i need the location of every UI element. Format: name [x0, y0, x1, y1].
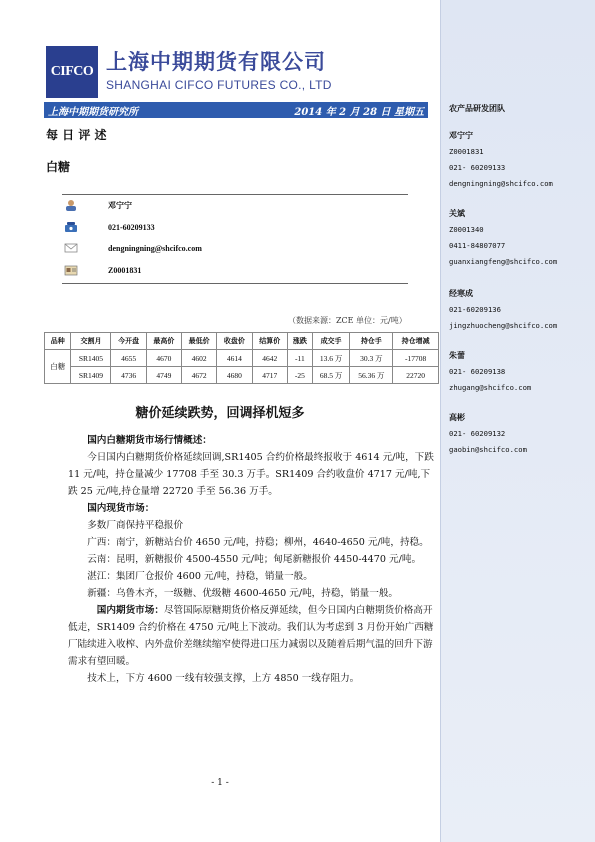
contact-name-row	[62, 198, 132, 212]
section-title: 国内现货市场：	[87, 503, 155, 514]
col-header: 品种	[45, 333, 71, 350]
analyst-email[interactable]: dengningning@shcifco.com	[108, 243, 202, 253]
quote-table	[44, 332, 439, 384]
table-row	[45, 367, 439, 384]
paragraph: 广西：南宁，新糖站台价 4650 元/吨，持稳；柳州，4640-4650 元/吨，持稳。	[87, 537, 429, 548]
paragraph: 今日国内白糖期货价格延续回调,SR1405 合约价格最终报收于 4614 元/吨，下跌 11 元/吨，持仓量减少 17708 手至 30.3 万手。SR1409 合约收盘价 4717 元/吨,下跌 25 元/吨,持仓量增 22720 手至 56.36 万手。	[68, 452, 434, 497]
article-headline: 糖价延续跌势，回调择机短多	[135, 406, 305, 421]
member-name: 朱蕾	[449, 351, 465, 360]
member-line: 021-60209136	[449, 305, 501, 314]
col-header: 收盘价	[217, 333, 252, 350]
table-cell: 4672	[182, 367, 217, 384]
analyst-contact	[62, 194, 408, 284]
team-member	[449, 348, 531, 396]
table-cell: SR1409	[71, 367, 111, 384]
member-line: Z0001340	[449, 225, 484, 234]
contact-cert-row	[62, 263, 141, 277]
data-source-note: （数据来源：ZCE 单位：元/吨）	[288, 316, 407, 325]
table-header-row	[45, 333, 439, 350]
table-cell: 4602	[182, 350, 217, 367]
analyst-phone[interactable]: 021-60209133	[108, 222, 155, 232]
paragraph: 湛江：集团厂仓报价 4600 元/吨，持稳，销量一般。	[87, 571, 313, 582]
member-line[interactable]: guanxiangfeng@shcifco.com	[449, 257, 558, 266]
member-name: 邓宁宁	[449, 131, 473, 140]
paragraph: 技术上，下方 4600 一线有较强支撑，上方 4850 一线存阻力。	[87, 673, 360, 684]
team-member	[449, 206, 557, 270]
col-header: 成交手	[312, 333, 349, 350]
analyst-cert: Z0001831	[108, 265, 142, 275]
table-cell: SR1405	[71, 350, 111, 367]
table-cell: -11	[287, 350, 312, 367]
table-cell: -17708	[393, 350, 439, 367]
page-number: - 1 -	[211, 778, 229, 788]
company-logo: CIFCO	[46, 46, 98, 98]
table-cell: 68.5 万	[312, 367, 349, 384]
member-line[interactable]: gaobin@shcifco.com	[449, 445, 527, 454]
team-member	[449, 286, 557, 334]
header-band	[44, 102, 428, 118]
member-line: 0411-84807077	[449, 241, 506, 250]
table-cell: 4614	[217, 350, 252, 367]
member-name: 关斌	[449, 209, 465, 218]
table-cell: 4670	[146, 350, 181, 367]
paragraph: 云南：昆明，新糖报价 4500-4550 元/吨；甸尾新糖报价 4450-4470 元/吨。	[87, 554, 422, 565]
col-header: 今开盘	[111, 333, 146, 350]
table-cell: 56.36 万	[350, 367, 393, 384]
member-line: 021- 60209138	[449, 367, 506, 376]
section-title: 国内期货市场：	[96, 605, 164, 616]
section-title: 国内白糖期货市场行情概述：	[87, 435, 212, 446]
person-icon	[64, 199, 78, 211]
col-header: 涨跌	[287, 333, 312, 350]
table-cell: 4717	[252, 367, 287, 384]
member-line: 021- 60209133	[449, 163, 506, 172]
member-name: 高彬	[449, 413, 465, 422]
article-body	[68, 432, 434, 687]
company-name-cn: 上海中期期货有限公司	[106, 50, 326, 74]
col-header: 最高价	[146, 333, 181, 350]
paragraph-text: 尽管国际原糖期货价格反弹延续，但今日国内白糖期货价格高开低走，SR1409 合约价格在 4750 元/吨上下波动。我们认为考虑到 3 月份开始广西糖厂陆续进入收榨、内外盘价差继续缩窄使得进口压力减弱以及随着后期气温的回升下游需求有望回暖。	[68, 605, 434, 667]
table-cell: 4749	[146, 367, 181, 384]
col-header: 持仓手	[350, 333, 393, 350]
contact-phone-row	[62, 220, 155, 234]
table-cell: 4642	[252, 350, 287, 367]
col-header: 结算价	[252, 333, 287, 350]
table-cell: 30.3 万	[350, 350, 393, 367]
table-cell: 4736	[111, 367, 146, 384]
member-line: Z0001831	[449, 147, 484, 156]
paragraph	[68, 602, 434, 670]
contact-email-row	[62, 241, 202, 255]
paragraph: 新疆：乌鲁木齐，一级糖、优级糖 4600-4650 元/吨，持稳，销量一般。	[87, 588, 399, 599]
table-cell: 4680	[217, 367, 252, 384]
report-subject: 白糖	[46, 160, 71, 174]
member-line[interactable]: dengningning@shcifco.com	[449, 179, 553, 188]
member-name: 经寒成	[449, 289, 473, 298]
analyst-name: 邓宁宁	[108, 200, 132, 210]
member-line[interactable]: jingzhuocheng@shcifco.com	[449, 321, 558, 330]
col-header: 最低价	[182, 333, 217, 350]
team-member	[449, 128, 553, 192]
table-cell: 4655	[111, 350, 146, 367]
table-cell: -25	[287, 367, 312, 384]
id-card-icon	[64, 264, 78, 276]
report-title: 每 日 评 述	[46, 128, 107, 142]
team-name: 农产品研发团队	[449, 104, 505, 113]
paragraph: 多数厂商保持平稳报价	[87, 520, 184, 531]
col-header: 持仓增减	[393, 333, 439, 350]
company-name-en: SHANGHAI CIFCO FUTURES CO., LTD	[106, 78, 332, 92]
col-header: 交割月	[71, 333, 111, 350]
report-date: 2014 年 2 月 28 日 星期五	[294, 106, 424, 118]
product-cell: 白糖	[45, 350, 71, 384]
table-cell: 13.6 万	[312, 350, 349, 367]
member-line: 021- 60209132	[449, 429, 506, 438]
member-line[interactable]: zhugang@shcifco.com	[449, 383, 532, 392]
institute-name: 上海中期期货研究所	[48, 106, 138, 118]
team-member	[449, 410, 527, 458]
phone-icon	[64, 221, 78, 233]
table-row	[45, 350, 439, 367]
mail-icon	[64, 242, 78, 254]
table-cell: 22720	[393, 367, 439, 384]
